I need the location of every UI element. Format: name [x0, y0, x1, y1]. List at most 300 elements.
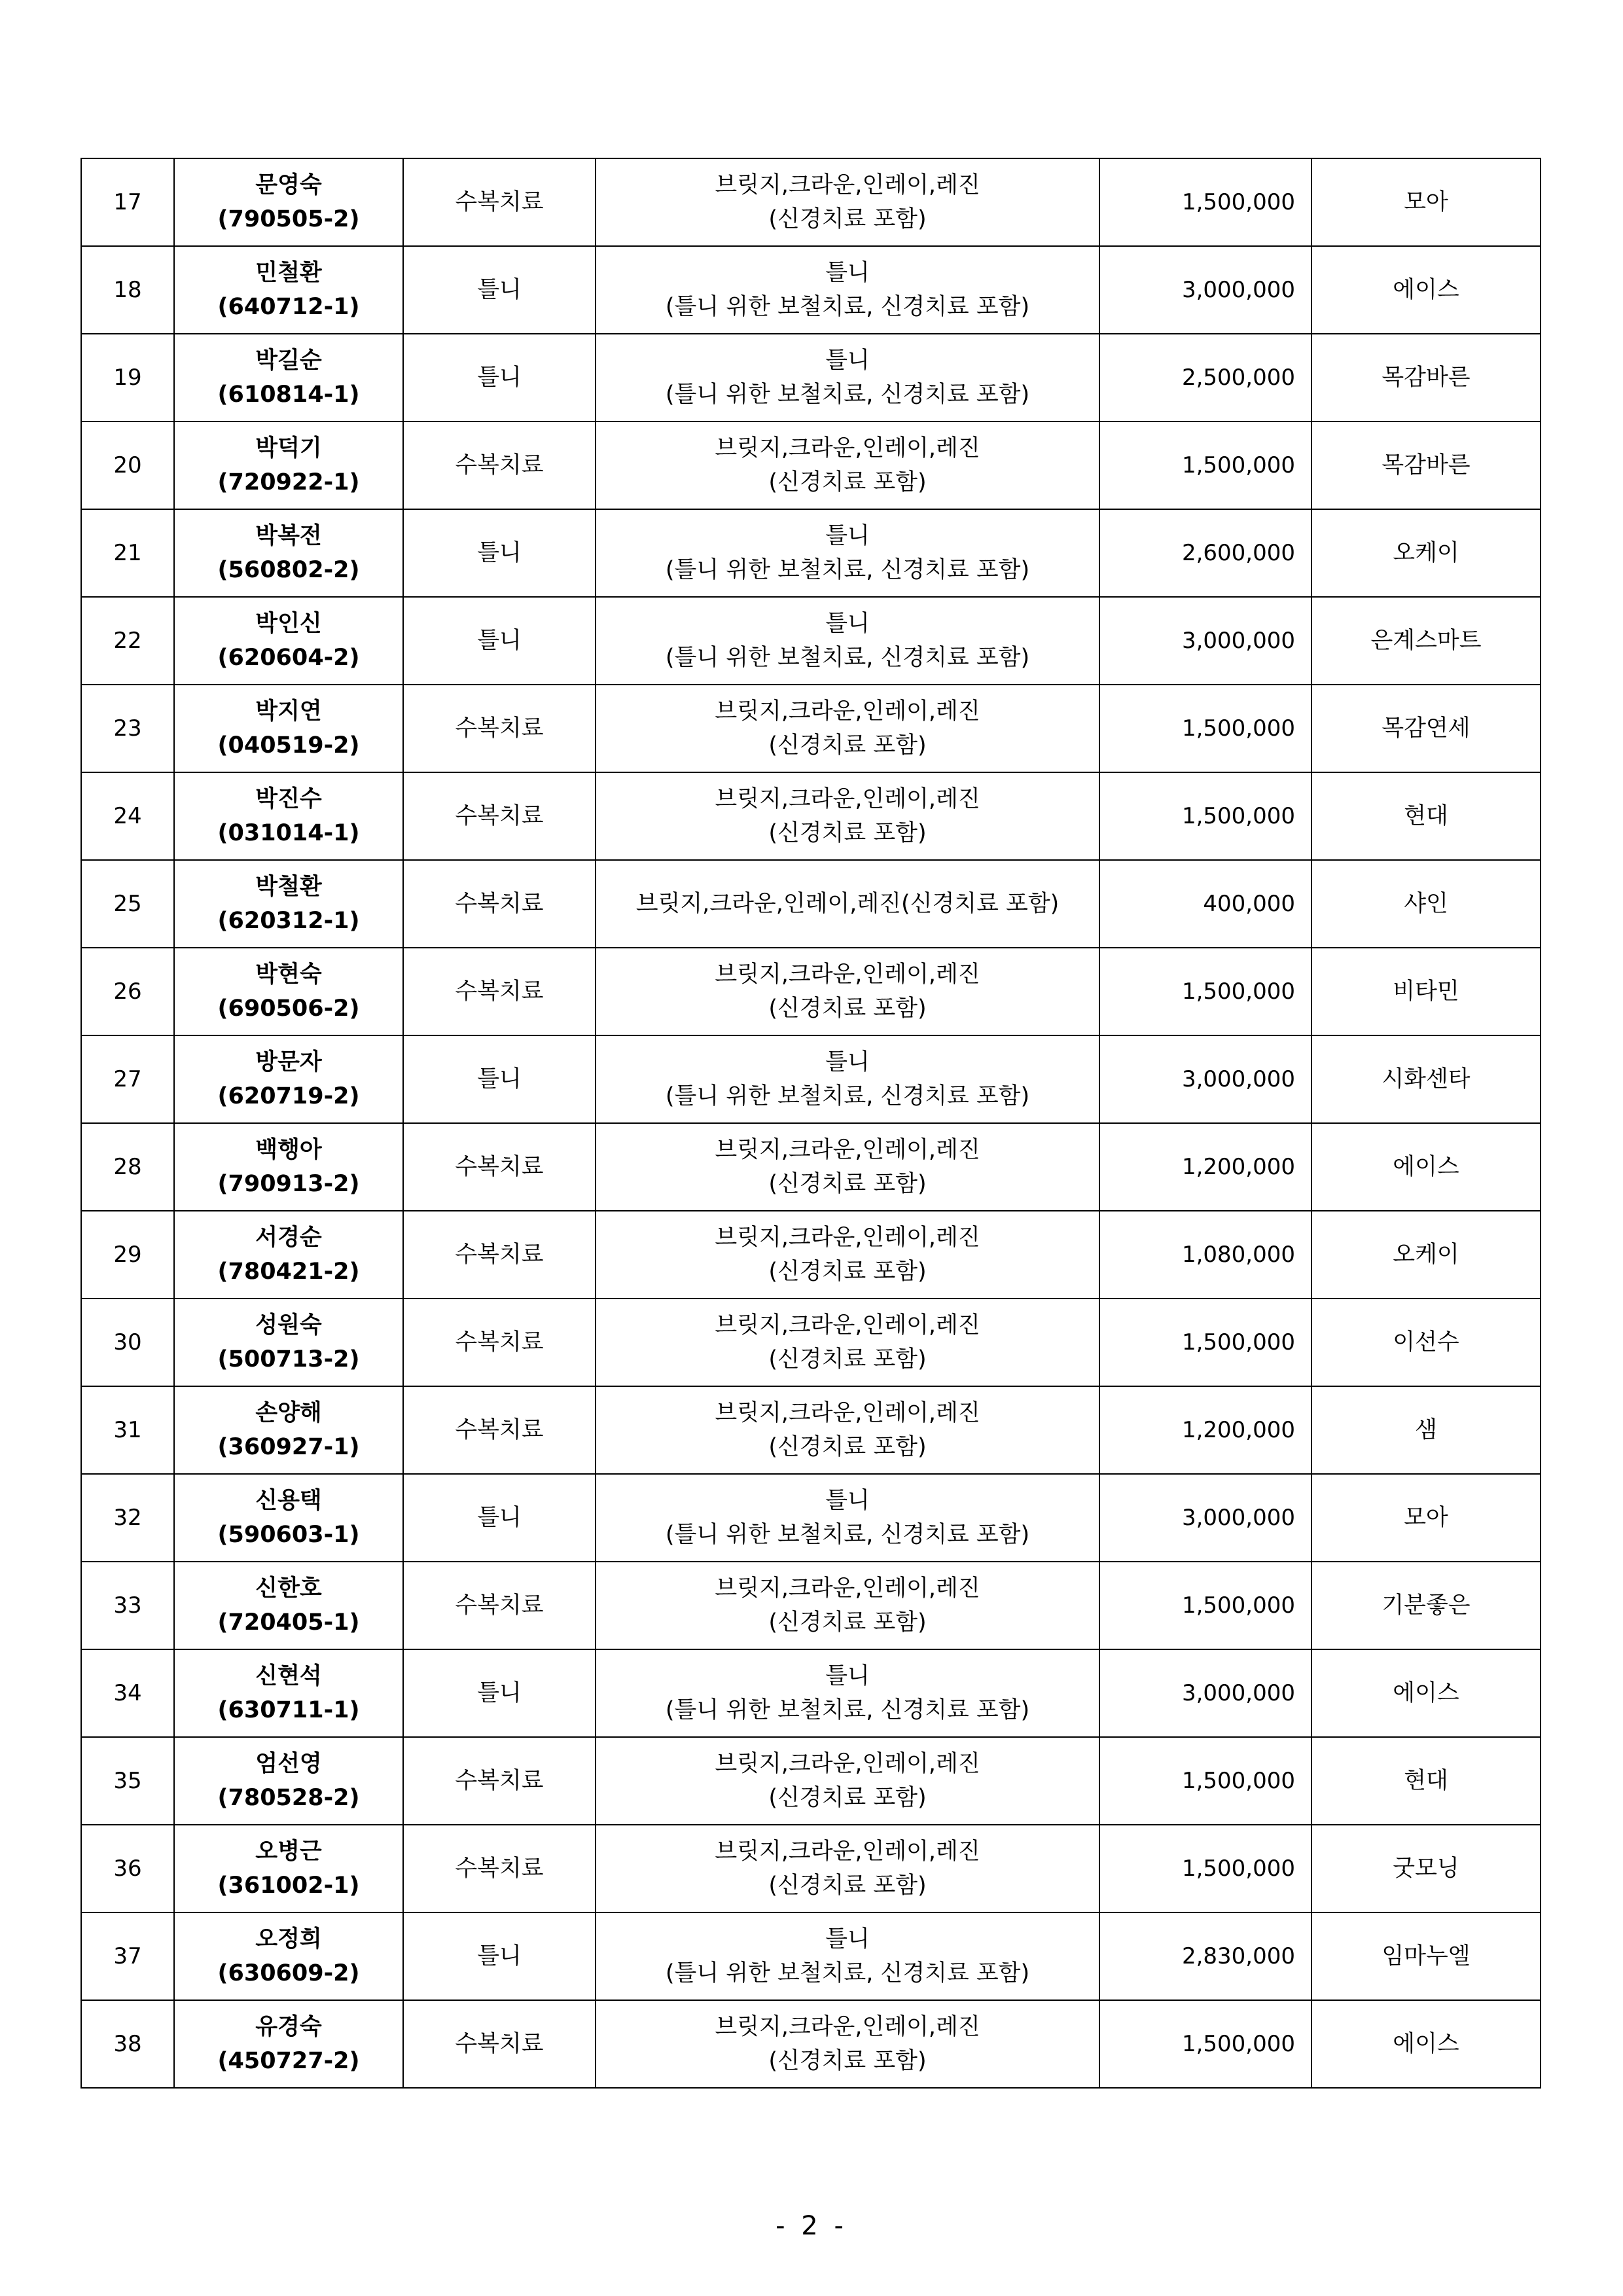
- table-row: [81, 334, 1541, 422]
- clinic-cell: [1311, 1474, 1541, 1562]
- amount-cell: [1099, 1912, 1311, 2000]
- patient-id: (630609-2): [217, 1960, 360, 1986]
- treatment-detail-line: (틀니 위한 보철치료, 신경치료 포함): [665, 1522, 1030, 1548]
- treatment-category-cell: [403, 1211, 596, 1299]
- patient-id: (620719-2): [217, 1083, 360, 1109]
- clinic-cell: [1311, 158, 1541, 246]
- treatment-detail-line: 브릿지,크라운,인레이,레진: [715, 698, 980, 725]
- row-number-cell: [81, 1737, 174, 1825]
- patient-treatment-table: [80, 158, 1541, 2089]
- amount: 3,000,000: [1181, 1680, 1295, 1706]
- table-row: [81, 422, 1541, 509]
- clinic-cell: [1311, 860, 1541, 948]
- clinic-cell: [1311, 1649, 1541, 1737]
- amount: 3,000,000: [1181, 277, 1295, 303]
- treatment-detail-line: 브릿지,크라운,인레이,레진: [715, 1225, 980, 1251]
- treatment-category-cell: [403, 772, 596, 860]
- clinic-cell: [1311, 2000, 1541, 2088]
- clinic-cell: [1311, 422, 1541, 509]
- patient-name: 박인신: [255, 611, 322, 637]
- patient-name: 문영숙: [255, 172, 322, 198]
- treatment-detail-line: 브릿지,크라운,인레이,레진: [715, 1137, 980, 1163]
- amount: 1,500,000: [1181, 2031, 1295, 2057]
- patient-cell: [174, 509, 403, 597]
- treatment-detail-line: (신경치료 포함): [768, 1609, 927, 1636]
- row-number: 36: [113, 1856, 142, 1882]
- row-number-cell: [81, 1474, 174, 1562]
- table-row: [81, 509, 1541, 597]
- amount-cell: [1099, 685, 1311, 772]
- patient-id: (640712-1): [217, 294, 360, 320]
- treatment-detail-line: 브릿지,크라운,인레이,레진: [715, 786, 980, 812]
- treatment-category: 틀니: [477, 1943, 522, 1969]
- patient-cell: [174, 1825, 403, 1912]
- clinic-cell: [1311, 948, 1541, 1035]
- patient-name: 신현석: [255, 1663, 322, 1689]
- patient-name: 박복전: [255, 523, 322, 549]
- treatment-detail-line: (신경치료 포함): [768, 732, 927, 759]
- patient-id: (630711-1): [217, 1697, 360, 1723]
- treatment-category: 틀니: [477, 540, 522, 566]
- treatment-detail-line: (틀니 위한 보철치료, 신경치료 포함): [665, 1697, 1030, 1723]
- treatment-detail-cell: [596, 1211, 1099, 1299]
- patient-id: (590603-1): [217, 1522, 360, 1548]
- treatment-category-cell: [403, 1649, 596, 1737]
- clinic-cell: [1311, 597, 1541, 685]
- treatment-detail-cell: [596, 948, 1099, 1035]
- clinic-name: 샘: [1415, 1417, 1437, 1443]
- treatment-category-cell: [403, 1474, 596, 1562]
- row-number-cell: [81, 1211, 174, 1299]
- clinic-name: 에이스: [1393, 2031, 1459, 2057]
- row-number: 33: [113, 1592, 142, 1619]
- patient-cell: [174, 1299, 403, 1386]
- row-number: 22: [113, 628, 142, 654]
- clinic-cell: [1311, 1737, 1541, 1825]
- amount: 400,000: [1203, 891, 1295, 917]
- page-number: - 2 -: [776, 2211, 847, 2241]
- treatment-detail-line: 브릿지,크라운,인레이,레진(신경치료 포함): [635, 891, 1060, 917]
- amount: 1,500,000: [1181, 1856, 1295, 1882]
- treatment-category: 틀니: [477, 1505, 522, 1531]
- patient-cell: [174, 597, 403, 685]
- treatment-detail-line: (신경치료 포함): [768, 1434, 927, 1460]
- row-number-cell: [81, 1123, 174, 1211]
- table-row: [81, 1035, 1541, 1123]
- row-number: 32: [113, 1505, 142, 1531]
- table-row: [81, 1386, 1541, 1474]
- patient-name: 박현숙: [255, 961, 322, 988]
- treatment-detail-line: (신경치료 포함): [768, 206, 927, 232]
- treatment-category-cell: [403, 860, 596, 948]
- row-number-cell: [81, 1386, 174, 1474]
- table-row: [81, 597, 1541, 685]
- clinic-name: 현대: [1404, 803, 1448, 829]
- row-number: 20: [113, 452, 142, 478]
- patient-id: (720922-1): [217, 469, 360, 495]
- treatment-detail-cell: [596, 1825, 1099, 1912]
- patient-name: 신한호: [255, 1575, 322, 1602]
- clinic-name: 기분좋은: [1382, 1592, 1471, 1619]
- table-row: [81, 1649, 1541, 1737]
- patient-name: 박철환: [255, 874, 322, 900]
- row-number: 24: [113, 803, 142, 829]
- amount: 3,000,000: [1181, 628, 1295, 654]
- treatment-category: 틀니: [477, 1066, 522, 1092]
- treatment-category: 수복치료: [455, 715, 544, 742]
- treatment-detail-line: 틀니: [825, 1926, 870, 1952]
- treatment-category: 틀니: [477, 628, 522, 654]
- clinic-name: 에이스: [1393, 1680, 1459, 1706]
- treatment-category: 틀니: [477, 1680, 522, 1706]
- treatment-detail-line: 브릿지,크라운,인레이,레진: [715, 1575, 980, 1602]
- amount-cell: [1099, 1035, 1311, 1123]
- patient-id: (361002-1): [217, 1873, 360, 1899]
- patient-name: 서경순: [255, 1225, 322, 1251]
- amount: 1,500,000: [1181, 1768, 1295, 1794]
- treatment-detail-cell: [596, 1562, 1099, 1649]
- row-number-cell: [81, 2000, 174, 2088]
- patient-name: 오정희: [255, 1926, 322, 1952]
- treatment-detail-line: 틀니: [825, 1663, 870, 1689]
- clinic-name: 오케이: [1393, 540, 1459, 566]
- clinic-name: 오케이: [1393, 1242, 1459, 1268]
- patient-cell: [174, 1474, 403, 1562]
- treatment-detail-cell: [596, 1474, 1099, 1562]
- treatment-detail-cell: [596, 1737, 1099, 1825]
- treatment-category-cell: [403, 1299, 596, 1386]
- row-number: 31: [113, 1417, 142, 1443]
- patient-id: (610814-1): [217, 382, 360, 408]
- treatment-detail-line: (신경치료 포함): [768, 1346, 927, 1372]
- treatment-detail-cell: [596, 860, 1099, 948]
- treatment-detail-line: 틀니: [825, 348, 870, 374]
- treatment-detail-line: (틀니 위한 보철치료, 신경치료 포함): [665, 645, 1030, 671]
- row-number: 23: [113, 715, 142, 742]
- clinic-cell: [1311, 1562, 1541, 1649]
- patient-name: 박진수: [255, 786, 322, 812]
- row-number: 18: [113, 277, 142, 303]
- row-number: 29: [113, 1242, 142, 1268]
- treatment-detail-cell: [596, 1035, 1099, 1123]
- clinic-cell: [1311, 1211, 1541, 1299]
- treatment-category-cell: [403, 1912, 596, 2000]
- treatment-detail-line: (신경치료 포함): [768, 1171, 927, 1197]
- patient-name: 박덕기: [255, 435, 322, 461]
- treatment-detail-line: (신경치료 포함): [768, 1259, 927, 1285]
- treatment-category-cell: [403, 1035, 596, 1123]
- treatment-detail-cell: [596, 1123, 1099, 1211]
- treatment-category: 수복치료: [455, 1768, 544, 1794]
- treatment-detail-cell: [596, 1299, 1099, 1386]
- amount: 3,000,000: [1181, 1066, 1295, 1092]
- row-number-cell: [81, 509, 174, 597]
- treatment-category: 수복치료: [455, 189, 544, 215]
- patient-cell: [174, 685, 403, 772]
- patient-id: (790505-2): [217, 206, 360, 232]
- treatment-detail-line: 틀니: [825, 1049, 870, 1075]
- amount-cell: [1099, 1825, 1311, 1912]
- amount-cell: [1099, 509, 1311, 597]
- row-number: 27: [113, 1066, 142, 1092]
- treatment-detail-line: 브릿지,크라운,인레이,레진: [715, 435, 980, 461]
- treatment-category: 수복치료: [455, 891, 544, 917]
- patient-name: 민철환: [255, 260, 322, 286]
- treatment-detail-line: (신경치료 포함): [768, 996, 927, 1022]
- amount-cell: [1099, 334, 1311, 422]
- table-body: [81, 158, 1541, 2088]
- patient-id: (031014-1): [217, 820, 360, 846]
- patient-cell: [174, 1211, 403, 1299]
- treatment-detail-cell: [596, 1912, 1099, 2000]
- amount-cell: [1099, 246, 1311, 334]
- treatment-category-cell: [403, 246, 596, 334]
- amount: 1,200,000: [1181, 1154, 1295, 1180]
- amount-cell: [1099, 2000, 1311, 2088]
- treatment-category: 수복치료: [455, 2031, 544, 2057]
- patient-id: (360927-1): [217, 1434, 360, 1460]
- patient-name: 유경숙: [255, 2014, 322, 2040]
- treatment-detail-cell: [596, 334, 1099, 422]
- patient-name: 신용택: [255, 1488, 322, 1514]
- treatment-category: 수복치료: [455, 803, 544, 829]
- clinic-name: 에이스: [1393, 277, 1459, 303]
- row-number-cell: [81, 948, 174, 1035]
- treatment-detail-cell: [596, 509, 1099, 597]
- clinic-name: 목감연세: [1382, 715, 1471, 742]
- treatment-category: 수복치료: [455, 1154, 544, 1180]
- patient-cell: [174, 2000, 403, 2088]
- treatment-category: 수복치료: [455, 1592, 544, 1619]
- table-row: [81, 158, 1541, 246]
- treatment-category-cell: [403, 422, 596, 509]
- amount: 2,600,000: [1181, 540, 1295, 566]
- row-number-cell: [81, 158, 174, 246]
- patient-cell: [174, 1737, 403, 1825]
- patient-name: 엄선영: [255, 1751, 322, 1777]
- patient-cell: [174, 1035, 403, 1123]
- clinic-cell: [1311, 246, 1541, 334]
- amount-cell: [1099, 1737, 1311, 1825]
- amount-cell: [1099, 597, 1311, 685]
- clinic-name: 이선수: [1393, 1329, 1459, 1355]
- patient-id: (560802-2): [217, 557, 360, 583]
- patient-name: 박길순: [255, 348, 322, 374]
- row-number-cell: [81, 1912, 174, 2000]
- table-row: [81, 1211, 1541, 1299]
- patient-id: (690506-2): [217, 996, 360, 1022]
- row-number-cell: [81, 860, 174, 948]
- patient-id: (720405-1): [217, 1609, 360, 1636]
- patient-name: 성원숙: [255, 1312, 322, 1338]
- row-number: 34: [113, 1680, 142, 1706]
- clinic-cell: [1311, 1386, 1541, 1474]
- treatment-detail-cell: [596, 2000, 1099, 2088]
- clinic-cell: [1311, 1912, 1541, 2000]
- treatment-category: 수복치료: [455, 1329, 544, 1355]
- treatment-detail-line: 틀니: [825, 523, 870, 549]
- amount-cell: [1099, 1474, 1311, 1562]
- treatment-detail-line: (신경치료 포함): [768, 820, 927, 846]
- treatment-category: 수복치료: [455, 1417, 544, 1443]
- treatment-detail-cell: [596, 597, 1099, 685]
- treatment-category-cell: [403, 597, 596, 685]
- treatment-detail-line: 브릿지,크라운,인레이,레진: [715, 1751, 980, 1777]
- clinic-name: 시화센타: [1382, 1066, 1471, 1092]
- clinic-name: 비타민: [1393, 978, 1459, 1005]
- clinic-cell: [1311, 772, 1541, 860]
- treatment-category: 수복치료: [455, 1242, 544, 1268]
- amount-cell: [1099, 422, 1311, 509]
- patient-cell: [174, 1562, 403, 1649]
- row-number: 37: [113, 1943, 142, 1969]
- treatment-detail-line: 브릿지,크라운,인레이,레진: [715, 1312, 980, 1338]
- treatment-detail-line: 브릿지,크라운,인레이,레진: [715, 172, 980, 198]
- treatment-category-cell: [403, 685, 596, 772]
- amount-cell: [1099, 948, 1311, 1035]
- amount: 1,500,000: [1181, 1592, 1295, 1619]
- table-row: [81, 1474, 1541, 1562]
- patient-id: (620312-1): [217, 908, 360, 934]
- amount-cell: [1099, 158, 1311, 246]
- row-number-cell: [81, 1562, 174, 1649]
- patient-id: (780528-2): [217, 1785, 360, 1811]
- table-row: [81, 1912, 1541, 2000]
- clinic-name: 현대: [1404, 1768, 1448, 1794]
- treatment-detail-line: 브릿지,크라운,인레이,레진: [715, 961, 980, 988]
- row-number-cell: [81, 772, 174, 860]
- patient-id: (040519-2): [217, 732, 360, 759]
- row-number-cell: [81, 334, 174, 422]
- row-number: 21: [113, 540, 142, 566]
- amount: 1,500,000: [1181, 452, 1295, 478]
- patient-cell: [174, 246, 403, 334]
- treatment-detail-cell: [596, 422, 1099, 509]
- amount: 1,080,000: [1181, 1242, 1295, 1268]
- treatment-detail-line: 브릿지,크라운,인레이,레진: [715, 1839, 980, 1865]
- amount: 1,500,000: [1181, 803, 1295, 829]
- amount-cell: [1099, 1649, 1311, 1737]
- row-number: 26: [113, 978, 142, 1005]
- table-row: [81, 685, 1541, 772]
- amount: 3,000,000: [1181, 1505, 1295, 1531]
- clinic-name: 은계스마트: [1370, 628, 1482, 654]
- patient-cell: [174, 158, 403, 246]
- treatment-category-cell: [403, 1825, 596, 1912]
- treatment-category-cell: [403, 1737, 596, 1825]
- clinic-name: 에이스: [1393, 1154, 1459, 1180]
- amount-cell: [1099, 1386, 1311, 1474]
- patient-cell: [174, 1912, 403, 2000]
- row-number: 25: [113, 891, 142, 917]
- clinic-cell: [1311, 1035, 1541, 1123]
- treatment-detail-line: 브릿지,크라운,인레이,레진: [715, 2014, 980, 2040]
- clinic-cell: [1311, 1299, 1541, 1386]
- patient-cell: [174, 860, 403, 948]
- clinic-name: 샤인: [1404, 891, 1448, 917]
- patient-name: 백행아: [255, 1137, 322, 1163]
- clinic-cell: [1311, 1123, 1541, 1211]
- patient-name: 박지연: [255, 698, 322, 725]
- row-number: 28: [113, 1154, 142, 1180]
- table-row: [81, 860, 1541, 948]
- treatment-category-cell: [403, 158, 596, 246]
- table-row: [81, 948, 1541, 1035]
- row-number: 19: [113, 365, 142, 391]
- treatment-detail-line: 틀니: [825, 260, 870, 286]
- patient-cell: [174, 334, 403, 422]
- table-row: [81, 1562, 1541, 1649]
- table-row: [81, 772, 1541, 860]
- clinic-name: 목감바른: [1382, 365, 1471, 391]
- clinic-cell: [1311, 334, 1541, 422]
- row-number-cell: [81, 1825, 174, 1912]
- row-number-cell: [81, 246, 174, 334]
- row-number: 38: [113, 2031, 142, 2057]
- patient-name: 오병근: [255, 1839, 322, 1865]
- clinic-name: 목감바른: [1382, 452, 1471, 478]
- treatment-detail-line: 틀니: [825, 611, 870, 637]
- treatment-category: 수복치료: [455, 978, 544, 1005]
- treatment-detail-line: (틀니 위한 보철치료, 신경치료 포함): [665, 294, 1030, 320]
- patient-id: (450727-2): [217, 2048, 360, 2074]
- table-row: [81, 2000, 1541, 2088]
- patient-cell: [174, 422, 403, 509]
- treatment-detail-cell: [596, 1649, 1099, 1737]
- treatment-detail-line: 틀니: [825, 1488, 870, 1514]
- treatment-category-cell: [403, 1562, 596, 1649]
- patient-cell: [174, 1386, 403, 1474]
- treatment-category-cell: [403, 2000, 596, 2088]
- clinic-cell: [1311, 685, 1541, 772]
- treatment-detail-line: (틀니 위한 보철치료, 신경치료 포함): [665, 382, 1030, 408]
- treatment-detail-line: (틀니 위한 보철치료, 신경치료 포함): [665, 557, 1030, 583]
- amount-cell: [1099, 772, 1311, 860]
- table-row: [81, 1737, 1541, 1825]
- row-number: 17: [113, 189, 142, 215]
- treatment-category-cell: [403, 1386, 596, 1474]
- amount: 2,500,000: [1181, 365, 1295, 391]
- treatment-category: 틀니: [477, 365, 522, 391]
- treatment-detail-line: 브릿지,크라운,인레이,레진: [715, 1400, 980, 1426]
- treatment-detail-line: (틀니 위한 보철치료, 신경치료 포함): [665, 1083, 1030, 1109]
- treatment-detail-line: (틀니 위한 보철치료, 신경치료 포함): [665, 1960, 1030, 1986]
- treatment-category: 틀니: [477, 277, 522, 303]
- table-row: [81, 1123, 1541, 1211]
- treatment-category-cell: [403, 948, 596, 1035]
- row-number-cell: [81, 685, 174, 772]
- treatment-detail-cell: [596, 685, 1099, 772]
- treatment-detail-line: (신경치료 포함): [768, 1785, 927, 1811]
- clinic-name: 모아: [1404, 1505, 1448, 1531]
- amount: 1,500,000: [1181, 715, 1295, 742]
- patient-cell: [174, 948, 403, 1035]
- treatment-category-cell: [403, 1123, 596, 1211]
- row-number-cell: [81, 1035, 174, 1123]
- treatment-category: 수복치료: [455, 452, 544, 478]
- patient-id: (780421-2): [217, 1259, 360, 1285]
- treatment-detail-line: (신경치료 포함): [768, 469, 927, 495]
- treatment-detail-cell: [596, 158, 1099, 246]
- amount-cell: [1099, 1562, 1311, 1649]
- amount-cell: [1099, 860, 1311, 948]
- treatment-detail-cell: [596, 1386, 1099, 1474]
- patient-name: 손양해: [255, 1400, 322, 1426]
- patient-cell: [174, 772, 403, 860]
- table-row: [81, 246, 1541, 334]
- amount-cell: [1099, 1299, 1311, 1386]
- clinic-cell: [1311, 509, 1541, 597]
